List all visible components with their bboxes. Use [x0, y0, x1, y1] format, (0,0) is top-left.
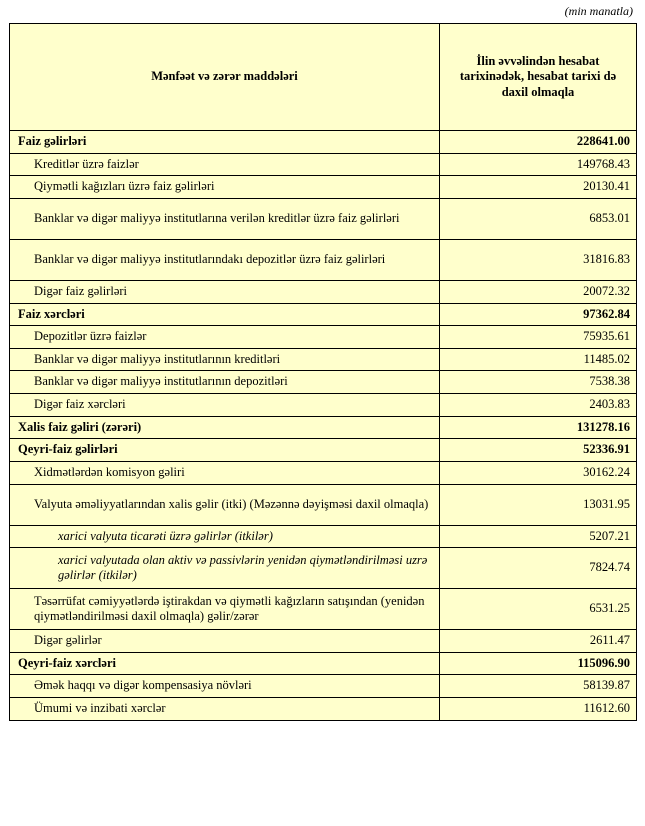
table-row [10, 394, 637, 417]
row-label: Valyuta əməliyyatlarından xalis gəlir (itki) (Məzənnə dəyişməsi daxil olmaqla) [10, 484, 440, 525]
row-value: 2611.47 [440, 630, 637, 653]
row-label: Digər faiz xərcləri [10, 394, 440, 417]
row-value: 13031.95 [440, 484, 637, 525]
row-value: 7824.74 [440, 548, 637, 589]
row-label: Banklar və digər maliyyə institutlarının kreditləri [10, 348, 440, 371]
table-row [10, 416, 637, 439]
table-row [10, 698, 637, 721]
table-row [10, 439, 637, 462]
profit-loss-table [9, 23, 637, 721]
row-value: 11485.02 [440, 348, 637, 371]
row-value: 11612.60 [440, 698, 637, 721]
row-value: 5207.21 [440, 525, 637, 548]
table-row [10, 548, 637, 589]
row-value: 75935.61 [440, 326, 637, 349]
column-header-period: İlin əvvəlindən hesabat tarixinədək, hesabat tarixi də daxil olmaqla [440, 24, 637, 131]
table-row [10, 239, 637, 280]
unit-note: (min manatla) [564, 4, 633, 18]
row-label: xarici valyuta ticarəti üzrə gəlirlər (itkilər) [10, 525, 440, 548]
table-header-row [10, 24, 637, 131]
table-row [10, 484, 637, 525]
row-value: 149768.43 [440, 153, 637, 176]
table-row [10, 153, 637, 176]
table-row [10, 198, 637, 239]
row-label: Faiz xərcləri [10, 303, 440, 326]
row-label: Qiymətli kağızları üzrə faiz gəlirləri [10, 176, 440, 199]
table-header [10, 24, 637, 131]
table-row [10, 303, 637, 326]
row-label: Xidmətlərdən komisyon gəliri [10, 461, 440, 484]
row-label: Qeyri-faiz gəlirləri [10, 439, 440, 462]
row-label: Banklar və digər maliyyə institutlarının depozitləri [10, 371, 440, 394]
table-row [10, 371, 637, 394]
row-label: Qeyri-faiz xərcləri [10, 652, 440, 675]
table-row [10, 131, 637, 154]
table-row [10, 652, 637, 675]
row-label: Banklar və digər maliyyə institutlarındakı depozitlər üzrə faiz gəlirləri [10, 239, 440, 280]
row-value: 20072.32 [440, 280, 637, 303]
table-row [10, 630, 637, 653]
row-label: Əmək haqqı və digər kompensasiya növləri [10, 675, 440, 698]
row-value: 97362.84 [440, 303, 637, 326]
row-label: Xalis faiz gəliri (zərəri) [10, 416, 440, 439]
row-label: Faiz gəlirləri [10, 131, 440, 154]
table-row [10, 176, 637, 199]
table-row [10, 675, 637, 698]
row-label: Digər faiz gəlirləri [10, 280, 440, 303]
row-value: 58139.87 [440, 675, 637, 698]
row-value: 2403.83 [440, 394, 637, 417]
row-value: 228641.00 [440, 131, 637, 154]
row-label: Ümumi və inzibati xərclər [10, 698, 440, 721]
table-row [10, 326, 637, 349]
row-label: Digər gəlirlər [10, 630, 440, 653]
column-header-items: Mənfəət və zərər maddələri [10, 24, 440, 131]
row-value: 7538.38 [440, 371, 637, 394]
row-label: Kreditlər üzrə faizlər [10, 153, 440, 176]
row-value: 30162.24 [440, 461, 637, 484]
row-value: 115096.90 [440, 652, 637, 675]
row-label: Banklar və digər maliyyə institutlarına verilən kreditlər üzrə faiz gəlirləri [10, 198, 440, 239]
row-value: 31816.83 [440, 239, 637, 280]
row-value: 6853.01 [440, 198, 637, 239]
row-label: xarici valyutada olan aktiv və passivlərin yenidən qiymətləndirilməsi uzrə gəlirlər (itkilər) [10, 548, 440, 589]
row-value: 52336.91 [440, 439, 637, 462]
table-body [10, 131, 637, 721]
table-row [10, 589, 637, 630]
table-row [10, 461, 637, 484]
row-label: Təsərrüfat cəmiyyətlərdə iştirakdan və qiymətli kağızların satışından (yenidən qiymətləndirilməsi daxil olmaqla) gəlir/zərər [10, 589, 440, 630]
row-value: 131278.16 [440, 416, 637, 439]
table-row [10, 348, 637, 371]
table-row [10, 525, 637, 548]
table-row [10, 280, 637, 303]
row-label: Depozitlər üzrə faizlər [10, 326, 440, 349]
row-value: 20130.41 [440, 176, 637, 199]
row-value: 6531.25 [440, 589, 637, 630]
